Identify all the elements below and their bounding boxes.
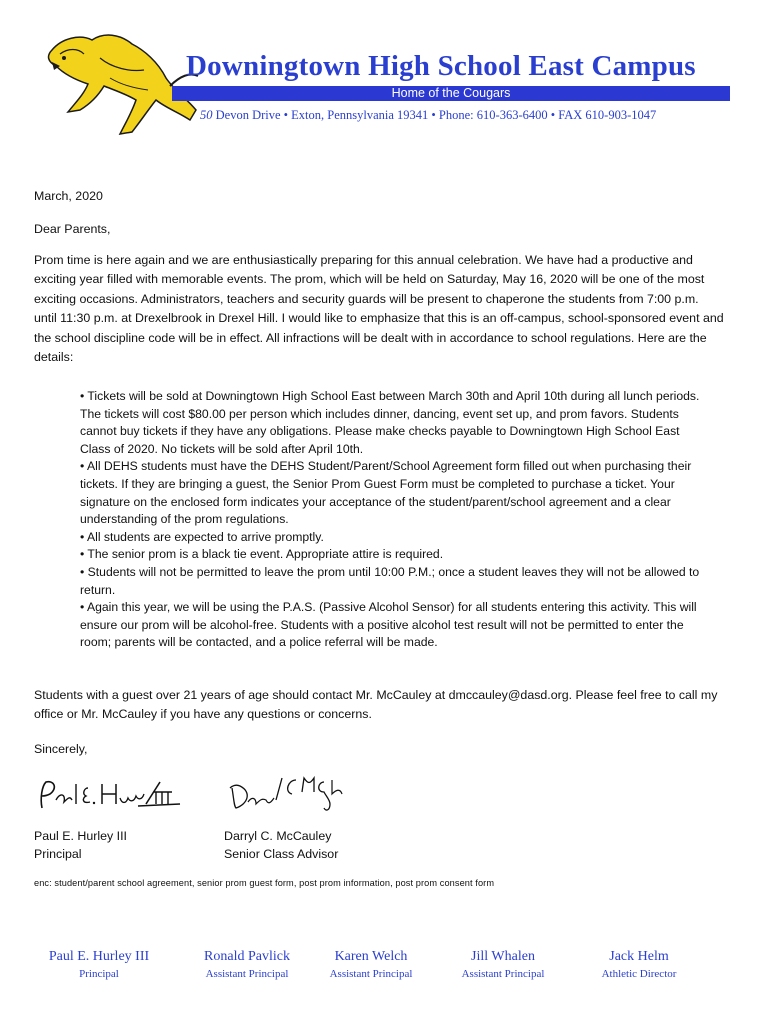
- staff-member: [436, 948, 570, 982]
- list-item: • Again this year, we will be using the P.A.S. (Passive Alcohol Sensor) for all students entering this activity. This will ensure our prom will be alcohol-free. Students with a positive alcohol test result will not be permitted to enter the room; parents will be contacted, and a police referral will be made.: [80, 600, 697, 650]
- signer-title: Principal: [34, 847, 82, 861]
- letter-body: [34, 186, 724, 367]
- list-item: • Tickets will be sold at Downingtown High School East between March 30th and April 10th during all lunch periods. The tickets will cost $80.00 per person which includes dinner, dancing, event set up, and prom favors. Students cannot buy tickets if they have any obligations. Please make checks payable to Downingtown High School East Class of 2020. No tickets will be sold after April 10th.: [80, 389, 700, 456]
- cougar-logo: [40, 28, 200, 136]
- enclosures-note: enc: student/parent school agreement, senior prom guest form, post prom information, post prom consent form: [34, 878, 495, 888]
- staff-title: Athletic Director: [601, 968, 677, 980]
- staff-name: Ronald Pavlick: [204, 949, 290, 964]
- signer-name: Paul E. Hurley III: [34, 829, 127, 843]
- staff-name: Jill Whalen: [471, 949, 535, 964]
- staff-title: Assistant Principal: [329, 968, 413, 980]
- sign-off: Sincerely,: [34, 742, 88, 756]
- school-address: [200, 108, 730, 123]
- list-item: • Students will not be permitted to leave the prom until 10:00 P.M.; once a student leaves they will not be allowed to return.: [80, 564, 700, 597]
- mccauley-signature: [226, 770, 346, 816]
- address-details: Devon Drive • Exton, Pennsylvania 19341 • Phone: 610-363-6400 • FAX 610-903-1047: [212, 108, 657, 122]
- staff-member: [304, 948, 438, 982]
- letter-date: March, 2020: [34, 189, 103, 203]
- staff-member: [32, 948, 166, 982]
- list-item: • The senior prom is a black tie event. Appropriate attire is required.: [80, 547, 444, 562]
- intro-paragraph: Prom time is here again and we are enthusiastically preparing for this annual celebration. We have had a productive and exciting year filled with memorable events. The prom, which will be held on Saturday, May 16, 2020 will be one of the most exciting occasions. Administrators, teachers and security guards will be present to chaperone the students from 7:00 p.m. until 11:30 p.m. at Drexelbrook in Drexel Hill. I would like to emphasize that this is an off-campus, school-sponsored event and the school discipline code will be in effect. All infractions will be dealt with in accordance to school regulations. Here are the details:: [34, 253, 724, 365]
- staff-member: [180, 948, 314, 982]
- school-tagline-banner: Home of the Cougars: [172, 86, 730, 101]
- list-item: • All DEHS students must have the DEHS Student/Parent/School Agreement form filled out when purchasing their tickets. If they are bringing a guest, the Senior Prom Guest Form must be completed to purchase a ticket. Your signature on the enclosed form indicates your acceptance of the student/parent/school agreement and a clear understanding of the prom regulations.: [80, 459, 692, 527]
- list-item: • All students are expected to arrive promptly.: [80, 529, 324, 544]
- school-name: Downingtown High School East Campus: [186, 50, 696, 82]
- signer-advisor: [224, 827, 338, 863]
- staff-name: Karen Welch: [334, 949, 408, 964]
- closing-paragraph: [34, 686, 724, 725]
- hurley-signature: [34, 770, 184, 818]
- address-number: 50: [200, 108, 213, 122]
- letter-salutation: Dear Parents,: [34, 222, 111, 236]
- staff-name: Jack Helm: [609, 949, 669, 964]
- staff-member: [572, 948, 706, 982]
- signer-title: Senior Class Advisor: [224, 847, 339, 861]
- closing-text: Students with a guest over 21 years of age should contact Mr. McCauley at dmccauley@dasd.org. Please feel free to call my office or Mr. McCauley if you have any questions or concerns.: [34, 688, 718, 722]
- staff-title: Assistant Principal: [205, 968, 289, 980]
- staff-name: Paul E. Hurley III: [48, 949, 150, 964]
- prom-details-list: [80, 388, 710, 652]
- staff-title: Principal: [79, 968, 119, 980]
- staff-title: Assistant Principal: [461, 968, 545, 980]
- signer-principal: [34, 827, 127, 863]
- signer-name: Darryl C. McCauley: [224, 829, 332, 843]
